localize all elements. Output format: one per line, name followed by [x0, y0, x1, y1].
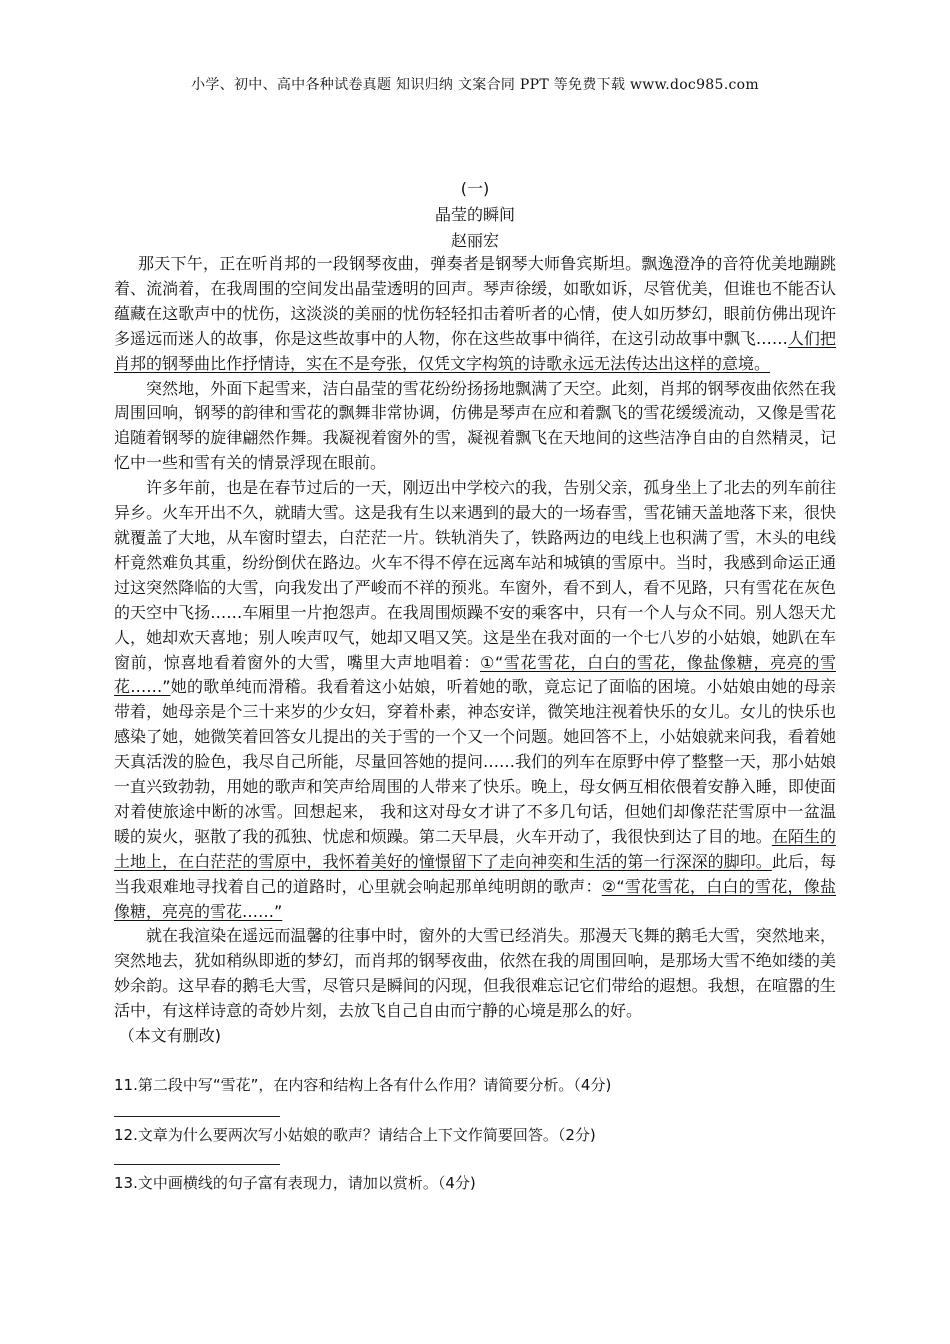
paragraph-1-text: 那天下午，正在听肖邦的一段钢琴夜曲，弹奏者是钢琴大师鲁宾斯坦。飘逸澄净的音符优美地蹦跳着、流淌着，在我周围的空间发出晶莹透明的回声。琴声徐缓，如歌如诉，尽管优美，但谁也不能否认蕴藏在这歌声中的忧伤，这淡淡的美丽的忧伤轻轻扣击着听者的心情，使人如历梦幻，眼前仿佛出现许多遥远而迷人的故事，你是这些故事中的人物，你在这些故事中徜徉，在这引动故事中飘飞…… [114, 254, 836, 348]
paragraph-1 [114, 252, 836, 377]
article-body [114, 252, 836, 1049]
question-12: 12.文章为什么要两次写小姑娘的歌声？请结合上下文作简要回答。（2分) [114, 1126, 596, 1144]
paragraph-3-part-3: 此后，每当我艰难地寻找着自己的道路时，心里就会响起那单纯明朗的歌声： [114, 851, 836, 896]
question-11: 11.第二段中写“雪花”，在内容和结构上各有什么作用？请简要分析。（4分) [114, 1076, 612, 1094]
paragraph-4: 就在我渲染在遥远而温馨的往事中时，窗外的大雪已经消失。那漫天飞舞的鹅毛大雪，突然地来，突然地去，犹如稍纵即逝的梦幻，而肖邦的钢琴夜曲，依然在我的周围回响，是那场大雪不绝如缕的美妙余韵。这早春的鹅毛大雪，尽管只是瞬间的闪现，但我很难忘记它们带给的遐想。我想，在喧嚣的生活中，有这样诗意的奇妙片刻，去放飞自己自由而宁静的心境是那么的好。 [114, 926, 836, 1021]
song-quote-2: ②“雪花雪花，白白的雪花，像盐像糖，亮亮的雪花……” [114, 876, 836, 921]
question-13: 13.文中画横线的句子富有表现力，请加以赏析。（4分) [114, 1174, 476, 1192]
edit-note: （本文有删改) [118, 1026, 222, 1046]
answer-line-11[interactable] [114, 1116, 280, 1117]
paragraph-3-part-2: 她的歌单纯而滑稽。我看着这小姑娘，听着她的歌，竟忘记了面临的困境。小姑娘由她的母亲带着，她母亲是个三十来岁的少女妇，穿着朴素，神态安详，微笑地注视着快乐的女儿。女儿的快乐也感染了她，她微笑着回答女儿提出的关于雪的一个又一个问题。她回答不上，小姑娘就来问我，看着她天真活泼的脸色，我尽自己所能，尽量回答她的提问……我们的列车在原野中停了整整一天，那小姑娘一直兴致勃勃，用她的歌声和笑声给周围的人带来了快乐。晚上，母女俩互相依偎着安静入睡，即使面对着使旅途中断的冰雪。回想起来， 我和这对母女才讲了不多几句话，但她们却像茫茫雪原中一盆温暖的炭火，驱散了我的孤独、忧虑和烦躁。第二天早晨，火车开动了，我很快到达了目的地。 [114, 677, 836, 846]
underlined-sentence-2: 在陌生的土地上，在白茫茫的雪原中，我怀着美好的憧憬留下了走向神奕和生活的第一行深深的脚印。 [114, 826, 836, 871]
page-header-banner: 小学、初中、高中各种试卷真题 知识归纳 文案合同 PPT 等免费下载 www.doc985.com [191, 77, 759, 93]
answer-line-12[interactable] [114, 1164, 280, 1165]
paragraph-3-part-1: 许多年前，也是在春节过后的一天，刚迈出中学校六的我，告别父亲，孤身坐上了北去的列车前往异乡。火车开出不久，就睛大雪。这是我有生以来遇到的最大的一场春雪，雪花铺天盖地落下来，很快就覆盖了大地，从车窗时望去，白茫茫一片。铁轨消失了，铁路两边的电线上也积满了雪，木头的电线杆竟然难负其重，纷纷倒伏在路边。火车不得不停在远离车站和城镇的雪原中。当时，我感到命运正通过这突然降临的大雪，向我发出了严峻而不祥的预兆。车窗外，看不到人，看不见路，只有雪花在灰色的天空中飞扬……车厢里一片抱怨声。在我周围烦躁不安的乘客中，只有一个人与众不同。别人怨天尤人，她却欢天喜地；别人唉声叹气，她却又唱又笑。这是坐在我对面的一个七八岁的小姑娘，她趴在车窗前，惊喜地看着窗外的大雪，嘴里大声地唱着： [114, 478, 836, 672]
article-author: 赵丽宏 [450, 231, 499, 250]
paragraph-2: 突然地，外面下起雪来，洁白晶莹的雪花纷纷扬扬地飘满了天空。此刻，肖邦的钢琴夜曲依然在我周围回响，钢琴的韵律和雪花的飘舞非常协调，仿佛是琴声在应和着飘飞的雪花缓缓流动，又像是雪花追随着钢琴的旋律翩然作舞。我凝视着窗外的雪，凝视着飘飞在天地间的这些洁净自由的自然精灵，记忆中一些和雪有关的情景浮现在眼前。 [114, 378, 836, 473]
underlined-sentence-1: 人们把肖邦的钢琴曲比作抒情诗，实在不是夸张，仅凭文字构筑的诗歌永远无法传达出这样的意境。 [114, 328, 836, 373]
section-number: (一) [460, 179, 490, 198]
paragraph-3 [114, 476, 836, 924]
article-title: 晶莹的瞬间 [434, 205, 515, 224]
song-quote-1: ①“雪花雪花，白白的雪花，像盐像糖，亮亮的雪花……” [114, 652, 836, 697]
